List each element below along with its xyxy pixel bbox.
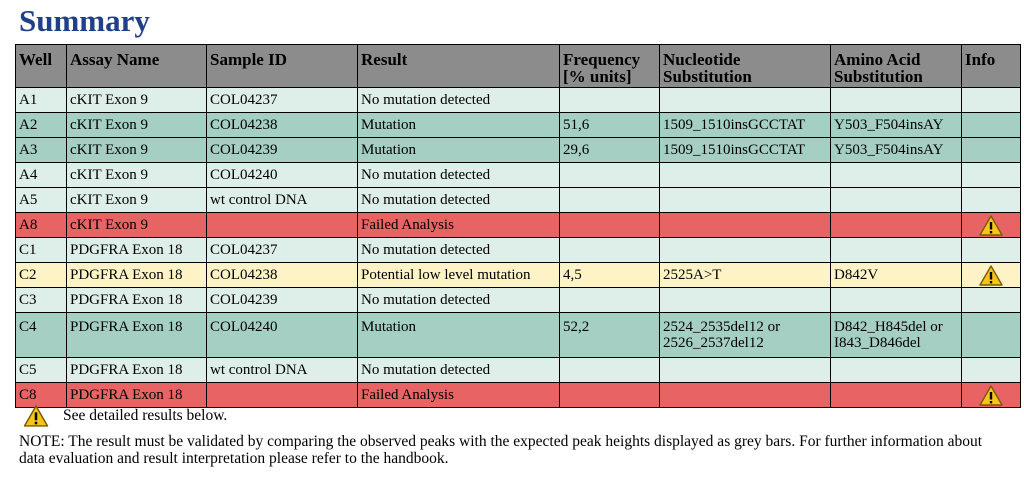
- warning-icon: [23, 405, 49, 427]
- cell-sample-id: COL04238: [207, 263, 358, 288]
- col-header-assay-name: Assay Name: [67, 45, 207, 88]
- cell-nucleotide-substitution: 2525A>T: [660, 263, 831, 288]
- table-row: [16, 163, 1021, 188]
- cell-nucleotide-substitution: 1509_1510insGCCTAT: [660, 113, 831, 138]
- cell-frequency: 52,2: [560, 313, 660, 358]
- cell-sample-id: COL04237: [207, 238, 358, 263]
- col-header-result: Result: [358, 45, 560, 88]
- col-header-frequency: Frequency [% units]: [560, 45, 660, 88]
- cell-amino-acid-substitution: [831, 358, 962, 383]
- cell-amino-acid-substitution: [831, 88, 962, 113]
- cell-info: [962, 383, 1021, 408]
- col-header-nucleotide-substitution: Nucleotide Substitution: [660, 45, 831, 88]
- cell-frequency: [560, 88, 660, 113]
- cell-result: No mutation detected: [358, 358, 560, 383]
- page-title: Summary: [19, 3, 150, 38]
- cell-amino-acid-substitution-line: D842_H845del or: [834, 319, 943, 335]
- cell-nucleotide-substitution-line: 2526_2537del12: [663, 335, 764, 351]
- cell-well: C5: [16, 358, 67, 383]
- cell-assay-name: PDGFRA Exon 18: [67, 263, 207, 288]
- cell-assay-name: cKIT Exon 9: [67, 138, 207, 163]
- cell-well: A2: [16, 113, 67, 138]
- warning-icon: [979, 215, 1003, 236]
- cell-sample-id: COL04237: [207, 88, 358, 113]
- cell-sample-id: wt control DNA: [207, 188, 358, 213]
- cell-amino-acid-substitution: [831, 383, 962, 408]
- table-row: [16, 88, 1021, 113]
- table-body: [16, 88, 1021, 408]
- table-row: [16, 188, 1021, 213]
- cell-nucleotide-substitution: [660, 358, 831, 383]
- cell-amino-acid-substitution: [831, 163, 962, 188]
- col-header-sample-id: Sample ID: [207, 45, 358, 88]
- cell-nucleotide-substitution: [660, 163, 831, 188]
- cell-frequency: [560, 383, 660, 408]
- cell-info: [962, 288, 1021, 313]
- cell-info: [962, 113, 1021, 138]
- cell-result: No mutation detected: [358, 188, 560, 213]
- col-header-well: Well: [16, 45, 67, 88]
- cell-info: [962, 188, 1021, 213]
- cell-result: No mutation detected: [358, 288, 560, 313]
- table-row: [16, 213, 1021, 238]
- cell-well: A4: [16, 163, 67, 188]
- cell-sample-id: wt control DNA: [207, 358, 358, 383]
- cell-amino-acid-substitution: [831, 238, 962, 263]
- cell-info: [962, 163, 1021, 188]
- table-row: [16, 263, 1021, 288]
- cell-assay-name: PDGFRA Exon 18: [67, 383, 207, 408]
- cell-sample-id: [207, 213, 358, 238]
- cell-result: Mutation: [358, 113, 560, 138]
- table-row: [16, 113, 1021, 138]
- cell-info: [962, 238, 1021, 263]
- cell-assay-name: PDGFRA Exon 18: [67, 238, 207, 263]
- cell-frequency: [560, 238, 660, 263]
- cell-frequency: [560, 188, 660, 213]
- cell-well: A8: [16, 213, 67, 238]
- cell-amino-acid-substitution: Y503_F504insAY: [831, 113, 962, 138]
- table-row: [16, 288, 1021, 313]
- validation-note: NOTE: The result must be validated by comparing the observed peaks with the expected peak heights displayed as grey bars. For further information about data evaluation and result interpretation please refer to the handbook.: [19, 433, 983, 467]
- cell-assay-name: cKIT Exon 9: [67, 188, 207, 213]
- cell-info: [962, 213, 1021, 238]
- warning-icon: [979, 385, 1003, 406]
- table-row: [16, 313, 1021, 358]
- cell-amino-acid-substitution: [831, 313, 962, 358]
- cell-well: C2: [16, 263, 67, 288]
- cell-well: C1: [16, 238, 67, 263]
- cell-amino-acid-substitution: [831, 213, 962, 238]
- warning-icon: [979, 265, 1003, 286]
- legend: [23, 404, 227, 428]
- summary-table: [15, 44, 1021, 408]
- cell-frequency: 51,6: [560, 113, 660, 138]
- cell-assay-name: cKIT Exon 9: [67, 88, 207, 113]
- cell-sample-id: [207, 383, 358, 408]
- col-header-amino-acid-substitution: Amino Acid Substitution: [831, 45, 962, 88]
- legend-text: See detailed results below.: [63, 407, 228, 424]
- cell-result: No mutation detected: [358, 88, 560, 113]
- cell-nucleotide-substitution: [660, 383, 831, 408]
- cell-amino-acid-substitution-line: I843_D846del: [834, 335, 921, 351]
- col-header-info: Info: [962, 45, 1021, 88]
- cell-result: Failed Analysis: [358, 383, 560, 408]
- cell-amino-acid-substitution: [831, 188, 962, 213]
- cell-nucleotide-substitution: 1509_1510insGCCTAT: [660, 138, 831, 163]
- cell-frequency: [560, 213, 660, 238]
- cell-frequency: [560, 358, 660, 383]
- cell-nucleotide-substitution: [660, 288, 831, 313]
- cell-info: [962, 88, 1021, 113]
- cell-nucleotide-substitution-line: 2524_2535del12 or: [663, 319, 781, 335]
- cell-assay-name: PDGFRA Exon 18: [67, 288, 207, 313]
- cell-well: C8: [16, 383, 67, 408]
- cell-info: [962, 358, 1021, 383]
- cell-info: [962, 138, 1021, 163]
- table-row: [16, 138, 1021, 163]
- table-row: [16, 238, 1021, 263]
- cell-sample-id: COL04239: [207, 288, 358, 313]
- cell-result: Failed Analysis: [358, 213, 560, 238]
- cell-sample-id: COL04240: [207, 313, 358, 358]
- cell-sample-id: COL04238: [207, 113, 358, 138]
- cell-assay-name: cKIT Exon 9: [67, 213, 207, 238]
- cell-well: C3: [16, 288, 67, 313]
- table-row: [16, 358, 1021, 383]
- cell-result: No mutation detected: [358, 238, 560, 263]
- cell-well: C4: [16, 313, 67, 358]
- cell-assay-name: PDGFRA Exon 18: [67, 313, 207, 358]
- table-header-row: [16, 45, 1021, 88]
- cell-nucleotide-substitution: [660, 313, 831, 358]
- cell-sample-id: COL04240: [207, 163, 358, 188]
- cell-frequency: 4,5: [560, 263, 660, 288]
- cell-nucleotide-substitution: [660, 188, 831, 213]
- cell-assay-name: cKIT Exon 9: [67, 113, 207, 138]
- cell-nucleotide-substitution: [660, 213, 831, 238]
- cell-result: Potential low level mutation: [358, 263, 560, 288]
- cell-amino-acid-substitution: D842V: [831, 263, 962, 288]
- cell-well: A5: [16, 188, 67, 213]
- cell-frequency: 29,6: [560, 138, 660, 163]
- cell-result: Mutation: [358, 138, 560, 163]
- cell-frequency: [560, 163, 660, 188]
- cell-nucleotide-substitution: [660, 238, 831, 263]
- cell-frequency: [560, 288, 660, 313]
- cell-sample-id: COL04239: [207, 138, 358, 163]
- cell-nucleotide-substitution: [660, 88, 831, 113]
- cell-assay-name: cKIT Exon 9: [67, 163, 207, 188]
- cell-info: [962, 263, 1021, 288]
- cell-result: Mutation: [358, 313, 560, 358]
- cell-well: A3: [16, 138, 67, 163]
- cell-assay-name: PDGFRA Exon 18: [67, 358, 207, 383]
- cell-amino-acid-substitution: [831, 288, 962, 313]
- cell-info: [962, 313, 1021, 358]
- cell-result: No mutation detected: [358, 163, 560, 188]
- cell-well: A1: [16, 88, 67, 113]
- cell-amino-acid-substitution: Y503_F504insAY: [831, 138, 962, 163]
